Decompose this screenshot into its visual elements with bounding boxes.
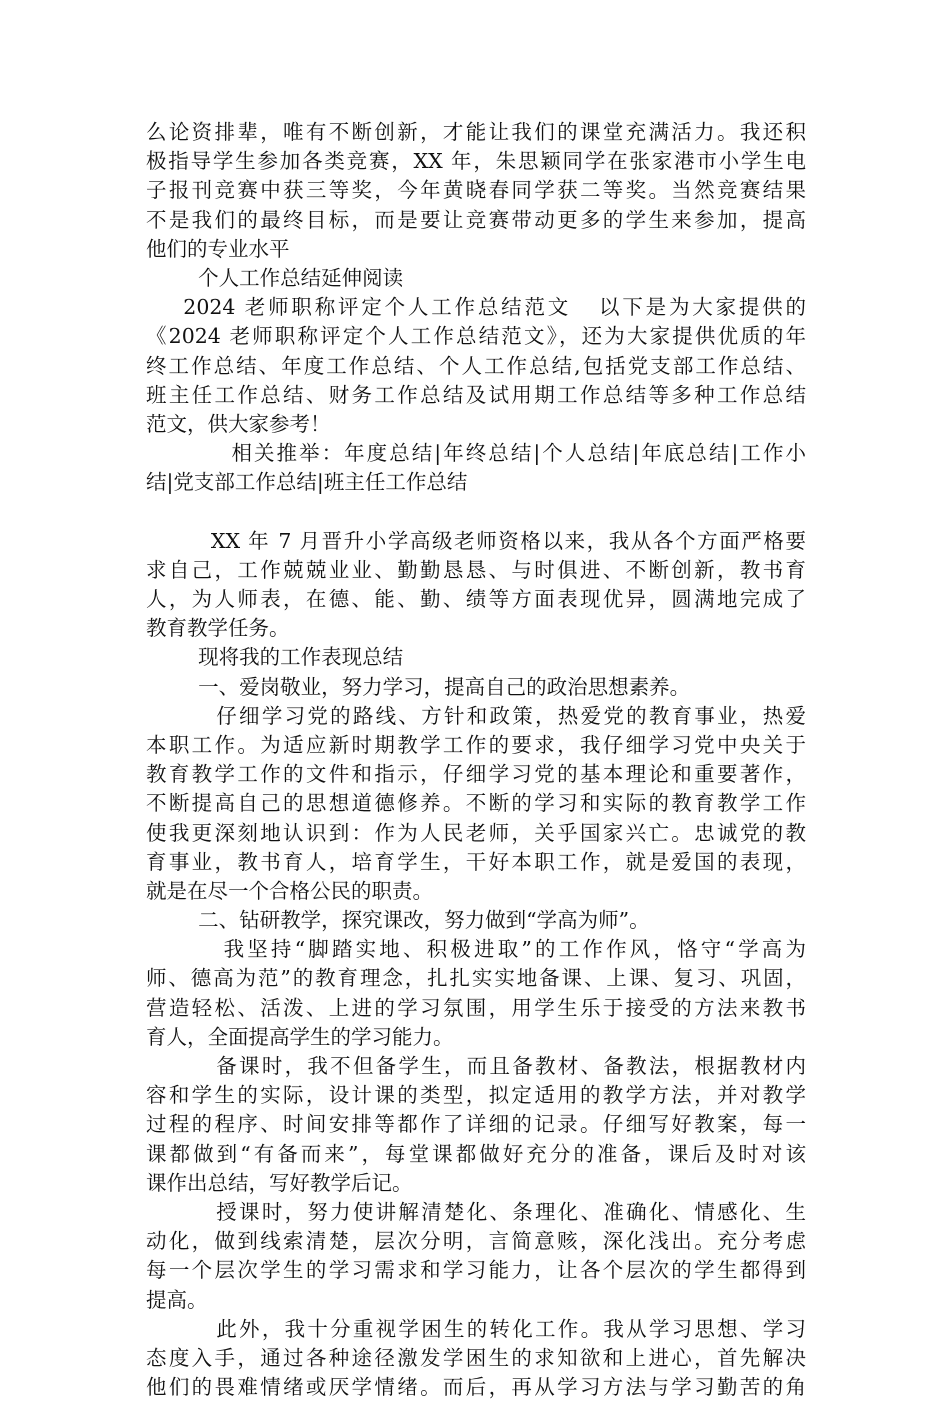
text-line: 现将我的工作表现总结: [146, 645, 404, 670]
text-line: 动化，做到线索清楚，层次分明，言简意赅，深化浅出。充分考虑: [146, 1229, 806, 1254]
text-line: 营造轻松、活泼、上进的学习氛围，用学生乐于接受的方法来教书: [146, 995, 806, 1020]
text-line: 容和学生的实际，设计课的类型，拟定适用的教学方法，并对教学: [146, 1083, 806, 1108]
text-line: 课都做到“有备而来”，每堂课都做好充分的准备，课后及时对该: [146, 1141, 806, 1166]
text-line: 终工作总结、年度工作总结、个人工作总结,包括党支部工作总结、: [146, 353, 806, 378]
text-line: XX 年 7 月晋升小学高级老师资格以来，我从各个方面严格要: [146, 528, 806, 553]
text-line: 授课时，努力使讲解清楚化、条理化、准确化、情感化、生: [146, 1199, 806, 1224]
text-line: 相关推举：年度总结|年终总结|个人总结|年底总结|工作小: [146, 441, 806, 466]
blank-line: [146, 497, 806, 526]
text-line: 仔细学习党的路线、方针和政策，热爱党的教育事业，热爱: [146, 703, 806, 728]
text-line: 本职工作。为适应新时期教学工作的要求，我仔细学习党中央关于: [146, 732, 806, 757]
text-line: 不是我们的最终目标，而是要让竞赛带动更多的学生来参加，提高: [146, 207, 806, 232]
text-line: 范文，供大家参考！: [146, 411, 331, 436]
text-line: 结|党支部工作总结|班主任工作总结: [146, 470, 468, 495]
text-line: 子报刊竞赛中获三等奖，今年黄晓春同学获二等奖。当然竞赛结果: [146, 178, 806, 203]
text-line: 提高。: [146, 1287, 208, 1312]
text-line: 备课时，我不但备学生，而且备教材、备教法，根据教材内: [146, 1054, 806, 1078]
text-line: 我坚持“脚踏实地、积极进取”的工作作风，恪守“学高为: [146, 937, 806, 962]
text-line: 教育教学任务。: [146, 616, 290, 641]
text-line: 就是在尽一个合格公民的职责。: [146, 878, 433, 903]
text-line: 求自己，工作兢兢业业、勤勤恳恳、与时俱进、不断创新，教书育: [146, 557, 806, 582]
text-line: 二、钻研教学，探究课改，努力做到“学高为师”。: [146, 908, 650, 933]
text-line: 他们的畏难情绪或厌学情绪。而后，再从学习方法与学习勤苦的角: [146, 1375, 806, 1400]
text-line: 育事业，教书育人，培育学生，干好本职工作，就是爱国的表现，: [146, 849, 806, 874]
text-line: 每一个层次学生的学习需求和学习能力，让各个层次的学生都得到: [146, 1258, 806, 1283]
text-line: 不断提高自己的思想道德修养。不断的学习和实际的教育教学工作: [146, 791, 806, 816]
text-line: 2024 老师职称评定个人工作总结范文 以下是为大家提供的: [146, 295, 806, 320]
text-line: 极指导学生参加各类竞赛，XX 年，朱思颖同学在张家港市小学生电: [146, 149, 806, 174]
text-line: 《2024 老师职称评定个人工作总结范文》，还为大家提供优质的年: [146, 324, 806, 349]
text-line: 一、爱岗敬业，努力学习，提高自己的政治思想素养。: [146, 674, 691, 699]
text-line: 育人，全面提高学生的学习能力。: [146, 1024, 454, 1049]
text-line: 他们的专业水平: [146, 236, 290, 261]
text-line: 态度入手，通过各种途径激发学困生的求知欲和上进心，首先解决: [146, 1345, 806, 1370]
text-line: 课作出总结，写好教学后记。: [146, 1170, 413, 1195]
text-line: 个人工作总结延伸阅读: [146, 265, 404, 290]
document-body: [146, 118, 806, 1402]
text-line: 人，为人师表，在德、能、勤、绩等方面表现优异，圆满地完成了: [146, 587, 806, 611]
text-line: 使我更深刻地认识到：作为人民老师，关乎国家兴亡。忠诚党的教: [146, 820, 806, 845]
text-line: 此外，我十分重视学困生的转化工作。我从学习思想、学习: [146, 1316, 806, 1341]
text-line: 过程的程序、时间安排等都作了详细的记录。仔细写好教案，每一: [146, 1112, 806, 1137]
text-line: 么论资排辈，唯有不断创新，才能让我们的课堂充满活力。我还积: [146, 120, 806, 144]
text-line: 师、德高为范”的教育理念，扎扎实实地备课、上课、复习、巩固，: [146, 966, 806, 991]
text-line: 班主任工作总结、财务工作总结及试用期工作总结等多种工作总结: [146, 382, 806, 407]
text-line: 教育教学工作的文件和指示，仔细学习党的基本理论和重要著作，: [146, 762, 806, 787]
